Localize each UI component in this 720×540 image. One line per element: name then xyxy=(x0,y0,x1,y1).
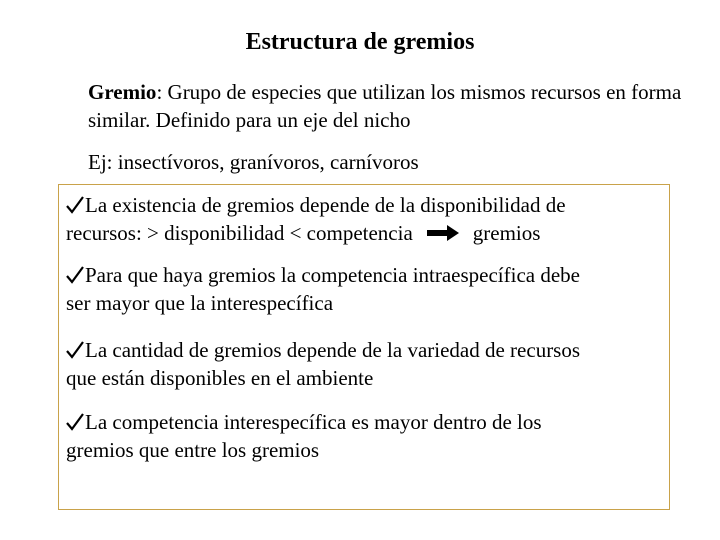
example-text: Ej: insectívoros, granívoros, carnívoros xyxy=(88,150,419,174)
definition-text xyxy=(88,78,688,134)
point-line: que están disponibles en el ambiente xyxy=(66,366,374,390)
point-line: gremios que entre los gremios xyxy=(66,438,320,462)
point-line: ser mayor que la interespecífica xyxy=(66,291,334,315)
point-line: recursos: > disponibilidad < competencia xyxy=(66,221,413,245)
point-line: La cantidad de gremios depende de la variedad de recursos xyxy=(85,338,581,362)
point-existence xyxy=(66,191,666,247)
check-icon xyxy=(66,340,84,360)
point-line: La competencia interespecífica es mayor dentro de los xyxy=(85,410,542,434)
point-line: Para que haya gremios la competencia intraespecífica debe xyxy=(85,263,581,287)
point-line: gremios xyxy=(472,221,541,245)
definition-body: : Grupo de especies que utilizan los mismos recursos en forma similar. Definido para un eje del nicho xyxy=(88,80,682,132)
definition-term: Gremio xyxy=(88,80,157,104)
check-icon xyxy=(66,265,84,285)
point-variety xyxy=(66,336,666,392)
arrow-right-icon xyxy=(427,225,459,241)
check-icon xyxy=(66,412,84,432)
point-interspecific xyxy=(66,408,666,464)
slide-title: Estructura de gremios xyxy=(245,29,475,55)
point-line: La existencia de gremios depende de la disponibilidad de xyxy=(85,193,566,217)
point-competition xyxy=(66,261,666,317)
check-icon xyxy=(66,195,84,215)
